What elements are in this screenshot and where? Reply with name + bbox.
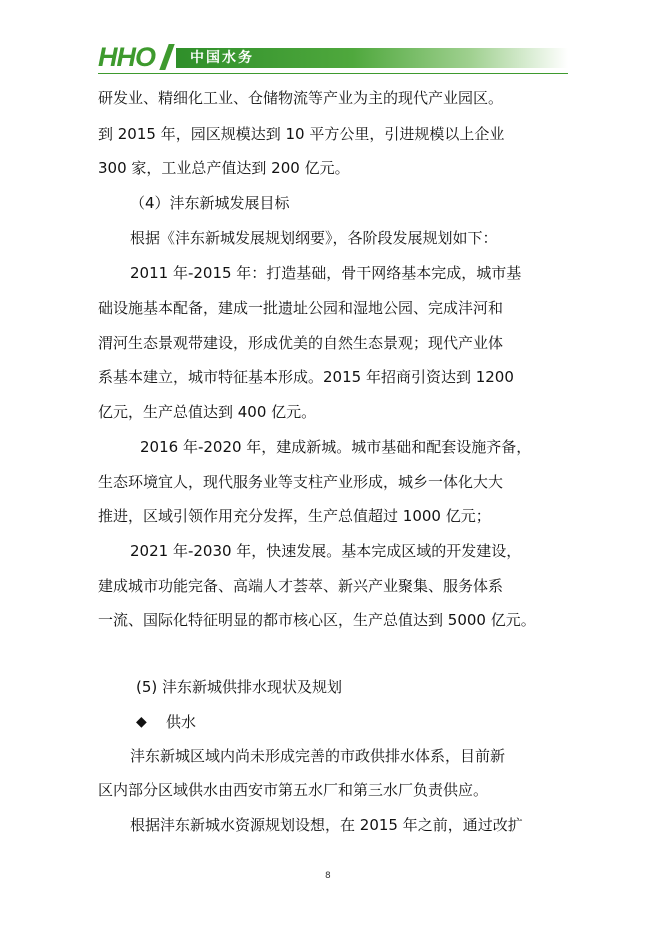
page-header [98,42,568,74]
body-line: 沣东新城区域内尚未形成完善的市政供排水体系，目前新 [130,747,506,765]
body-line: 区内部分区域供水由西安市第五水厂和第三水厂负责供应。 [98,781,489,799]
diamond-bullet-icon: ◆ [136,714,147,730]
page-number: 8 [325,871,331,881]
body-line: 到 2015 年，园区规模达到 10 平方公里，引进规模以上企业 [98,125,505,143]
body-line: 推进，区域引领作用充分发挥，生产总值超过 1000 亿元； [98,507,491,525]
body-line: 根据《沣东新城发展规划纲要》，各阶段发展规划如下： [130,229,498,247]
body-line: 一流、国际化特征明显的都市核心区，生产总值达到 5000 亿元。 [98,611,536,629]
body-line: 2021 年-2030 年，快速发展。基本完成区域的开发建设， [130,542,522,560]
body-line: 渭河生态景观带建设，形成优美的自然生态景观；现代产业体 [98,334,504,352]
body-line: 研发业、精细化工业、仓储物流等产业为主的现代产业园区。 [98,89,504,107]
body-line: 生态环境宜人，现代服务业等支柱产业形成，城乡一体化大大 [98,473,504,491]
header-rule [98,73,568,74]
section-heading: （4）沣东新城发展目标 [130,194,290,212]
section-heading: (5) 沣东新城供排水现状及规划 [136,678,343,696]
logo-slash-icon [159,44,174,70]
brand-name: 中国水务 [190,50,254,66]
subheading: 供水 [166,713,197,731]
body-line: 300 家，工业总产值达到 200 亿元。 [98,159,350,177]
body-line: 系基本建立，城市特征基本形成。2015 年招商引资达到 1200 [98,368,514,386]
body-line: 2011 年-2015 年：打造基础，骨干网络基本完成，城市基 [130,264,522,282]
body-line: 建成城市功能完备、高端人才荟萃、新兴产业聚集、服务体系 [98,577,504,595]
body-line: 亿元，生产总值达到 400 亿元。 [98,403,317,421]
body-line: 2016 年-2020 年，建成新城。城市基础和配套设施齐备， [140,438,532,456]
body-line: 根据沣东新城水资源规划设想，在 2015 年之前，通过改扩 [130,816,523,834]
body-line: 础设施基本配备，建成一批遗址公园和湿地公园、完成沣河和 [98,299,504,317]
hho-logo: HHO [98,42,155,72]
